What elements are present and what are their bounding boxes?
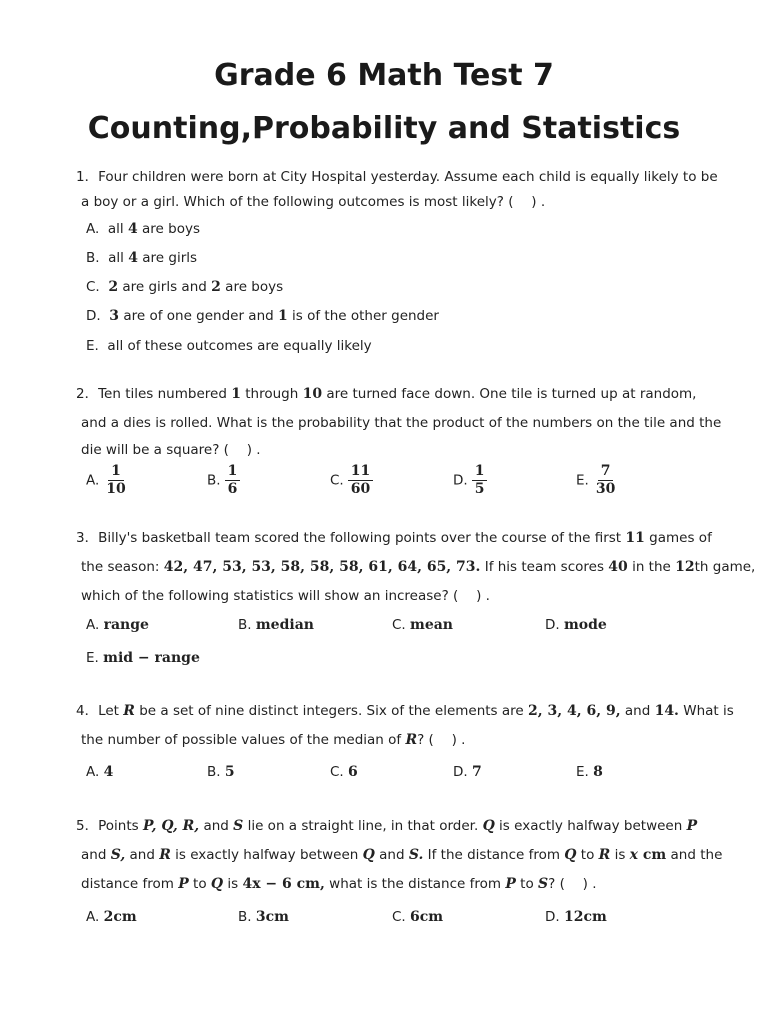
- denominator: 10: [106, 481, 126, 497]
- q5-math: S: [233, 818, 244, 834]
- q3-math: 12: [675, 559, 695, 575]
- option-label: A.: [86, 472, 100, 489]
- option-text: all of these outcomes are equally likely: [107, 338, 372, 354]
- q4-math: R: [123, 703, 135, 719]
- q4-text: What is: [678, 703, 734, 719]
- page-subtitle: Counting,Probability and Statistics: [87, 111, 681, 146]
- option-math: 12cm: [563, 909, 607, 925]
- option-math: mode: [563, 617, 607, 633]
- q4-option-e[interactable]: [576, 762, 603, 782]
- option-math: 7: [471, 764, 482, 780]
- q5-text: to: [576, 847, 599, 863]
- q5-math: R: [159, 847, 171, 863]
- option-math: 6: [348, 764, 358, 780]
- q4-option-a[interactable]: [86, 762, 113, 782]
- q4-text: ? ( ) .: [417, 732, 466, 748]
- q5-option-c[interactable]: [392, 907, 443, 927]
- option-math: 2: [108, 279, 119, 295]
- q5-text-line-3: [81, 874, 597, 894]
- option-math: 4: [128, 250, 138, 266]
- q4-option-c[interactable]: [330, 762, 358, 782]
- q5-math: S.: [408, 847, 424, 863]
- q5-text: If the distance from: [423, 847, 565, 863]
- q5-text-line-2: [81, 845, 722, 865]
- q5-text: is: [223, 876, 243, 892]
- q2-option-c[interactable]: [330, 463, 373, 498]
- q5-text: Points: [98, 818, 143, 834]
- option-text: are boys: [137, 221, 200, 237]
- q3-number: 3．: [76, 530, 99, 546]
- q1-text-line-2: a boy or a girl. Which of the following outcomes is most likely? ( ) .: [81, 194, 546, 210]
- option-label: A.: [86, 909, 100, 925]
- option-math: 2: [211, 279, 221, 295]
- q5-text: is exactly halfway between: [170, 847, 363, 863]
- q2-math: 1: [231, 386, 241, 402]
- q5-text: ? ( ) .: [548, 876, 597, 892]
- q4-text-line-1: [76, 701, 734, 721]
- option-math: 4: [103, 764, 114, 780]
- q3-option-d[interactable]: [545, 615, 607, 635]
- option-math: median: [255, 617, 314, 633]
- q2-option-d[interactable]: [453, 463, 487, 498]
- q3-option-c[interactable]: [392, 615, 453, 635]
- q2-text: through: [240, 386, 303, 402]
- option-label: A.: [86, 221, 100, 237]
- option-math: mean: [410, 617, 453, 633]
- q2-text: are turned face down. One tile is turned up at random,: [322, 386, 697, 402]
- q2-text-line-2: and a dies is rolled. What is the probability that the product of the numbers on the tile and the: [81, 415, 722, 431]
- option-math: 3: [109, 308, 120, 324]
- q4-option-b[interactable]: [207, 762, 235, 782]
- option-label: B.: [207, 764, 221, 780]
- q5-math: x: [629, 847, 639, 863]
- option-math: range: [103, 617, 149, 633]
- option-label: B.: [207, 472, 221, 489]
- q1-text-line-1: [76, 167, 718, 187]
- option-math: 1: [278, 308, 288, 324]
- page-title: Grade 6 Math Test 7: [214, 58, 554, 93]
- q3-text: in the: [627, 559, 676, 575]
- q1-option-e[interactable]: [86, 336, 372, 356]
- q5-text-line-1: [76, 816, 697, 836]
- q3-text: If his team scores: [480, 559, 609, 575]
- option-label: D.: [545, 617, 560, 633]
- q5-math: Q: [564, 847, 577, 863]
- option-label: A.: [86, 764, 100, 780]
- q5-math: cm: [638, 847, 667, 863]
- q3-text: games of: [644, 530, 712, 546]
- option-label: E.: [576, 472, 589, 489]
- option-label: D.: [86, 308, 101, 324]
- q4-text: Let: [98, 703, 124, 719]
- q1-text-a: Four children were born at City Hospital yesterday. Assume each child is equally likely to be: [98, 169, 718, 185]
- q4-text: and: [620, 703, 655, 719]
- option-text: are boys: [220, 279, 284, 295]
- q5-math: S: [538, 876, 549, 892]
- option-math: 6cm: [410, 909, 444, 925]
- option-label: D.: [545, 909, 560, 925]
- q5-option-b[interactable]: [238, 907, 289, 927]
- q3-option-a[interactable]: [86, 615, 149, 635]
- option-text: are girls and: [118, 279, 212, 295]
- q1-option-a[interactable]: [86, 219, 200, 239]
- option-math: 4: [127, 221, 138, 237]
- q3-text-line-3: which of the following statistics will show an increase? ( ) .: [81, 588, 490, 604]
- q2-number: 2．: [76, 386, 99, 402]
- option-label: D.: [453, 472, 468, 489]
- q5-text: to: [188, 876, 211, 892]
- option-label: E.: [86, 338, 99, 354]
- q3-option-b[interactable]: [238, 615, 314, 635]
- option-label: B.: [86, 250, 100, 266]
- q5-math: Q: [482, 818, 495, 834]
- q5-math: R: [598, 847, 611, 863]
- q3-math: 42, 47, 53, 53, 58, 58, 58, 61, 64, 65, 73.: [163, 559, 481, 575]
- q5-text: and: [374, 847, 409, 863]
- q5-text: distance from: [81, 876, 179, 892]
- q4-text: the number of possible values of the median of: [81, 732, 406, 748]
- q1-option-b[interactable]: [86, 248, 197, 268]
- q5-math: P: [686, 818, 698, 834]
- q3-math: 11: [625, 530, 645, 546]
- q2-text-line-1: [76, 384, 696, 404]
- q3-option-e[interactable]: [86, 648, 200, 668]
- q4-text-line-2: [81, 730, 465, 750]
- option-label: A.: [86, 617, 100, 633]
- q5-text: to: [515, 876, 539, 892]
- option-label: C.: [330, 764, 344, 780]
- q5-math: P: [505, 876, 516, 892]
- q5-option-d[interactable]: [545, 907, 607, 927]
- option-text: all: [108, 250, 129, 266]
- q5-math: P: [178, 876, 189, 892]
- option-label: E.: [86, 650, 99, 666]
- option-label: C.: [392, 617, 406, 633]
- q2-math: 10: [302, 386, 323, 402]
- numerator: 7: [598, 463, 614, 481]
- q3-text: th game,: [694, 559, 756, 575]
- numerator: 11: [348, 463, 373, 481]
- q4-text: be a set of nine distinct integers. Six of the elements are: [134, 703, 529, 719]
- option-math: 2cm: [103, 909, 137, 925]
- q2-option-a[interactable]: [86, 463, 129, 498]
- option-label: C.: [330, 472, 344, 489]
- q5-number: 5．: [76, 818, 99, 834]
- q5-math: Q: [362, 847, 375, 863]
- option-math: mid − range: [103, 650, 200, 666]
- option-math: 5: [224, 764, 235, 780]
- q1-option-d[interactable]: [86, 306, 439, 326]
- option-label: C.: [86, 279, 100, 295]
- q4-math: R: [405, 732, 418, 748]
- q4-number: 4．: [76, 703, 99, 719]
- denominator: 60: [350, 481, 371, 497]
- denominator: 6: [227, 481, 238, 497]
- q5-text: and the: [666, 847, 723, 863]
- q5-text: is: [610, 847, 630, 863]
- q5-math: S,: [110, 847, 126, 863]
- q5-math: P, Q, R,: [142, 818, 200, 834]
- q4-math: 14.: [654, 703, 679, 719]
- q3-text-line-2: [81, 557, 755, 577]
- q4-math: 2, 3, 4, 6, 9,: [528, 703, 621, 719]
- q5-text: and: [125, 847, 160, 863]
- option-text: are girls: [137, 250, 198, 266]
- fraction: [593, 463, 618, 498]
- q2-text-line-3: die will be a square? ( ) .: [81, 442, 261, 458]
- option-label: B.: [238, 909, 252, 925]
- fraction: [472, 463, 488, 498]
- q2-option-e[interactable]: [576, 463, 618, 498]
- option-text: are of one gender and: [119, 308, 278, 324]
- option-label: B.: [238, 617, 252, 633]
- option-label: D.: [453, 764, 468, 780]
- q3-text: Billy's basketball team scored the following points over the course of the first: [98, 530, 626, 546]
- q2-text: Ten tiles numbered: [98, 386, 232, 402]
- q3-text: the season:: [81, 559, 164, 575]
- q5-text: is exactly halfway between: [494, 818, 687, 834]
- numerator: 1: [225, 463, 241, 481]
- q4-option-d[interactable]: [453, 762, 482, 782]
- q2-option-b[interactable]: [207, 463, 240, 498]
- q3-text-line-1: [76, 528, 712, 548]
- fraction: [348, 463, 373, 498]
- q3-math: 40: [608, 559, 628, 575]
- fraction: [225, 463, 241, 498]
- denominator: 30: [595, 481, 616, 497]
- q1-number: 1．: [76, 169, 99, 185]
- q5-math: 4x − 6 cm,: [242, 876, 325, 892]
- numerator: 1: [472, 463, 488, 481]
- option-text: is of the other gender: [287, 308, 439, 324]
- q5-text: what is the distance from: [324, 876, 506, 892]
- option-text: all: [107, 221, 128, 237]
- option-math: 8: [593, 764, 603, 780]
- q1-option-c[interactable]: [86, 277, 283, 297]
- option-math: 3cm: [255, 909, 289, 925]
- q5-math: Q: [210, 876, 224, 892]
- fraction: [103, 463, 128, 498]
- q5-text: and: [199, 818, 234, 834]
- numerator: 1: [108, 463, 124, 481]
- q5-option-a[interactable]: [86, 907, 137, 927]
- option-label: E.: [576, 764, 589, 780]
- option-label: C.: [392, 909, 406, 925]
- q5-text: lie on a straight line, in that order.: [243, 818, 483, 834]
- denominator: 5: [474, 481, 485, 497]
- q5-text: and: [81, 847, 111, 863]
